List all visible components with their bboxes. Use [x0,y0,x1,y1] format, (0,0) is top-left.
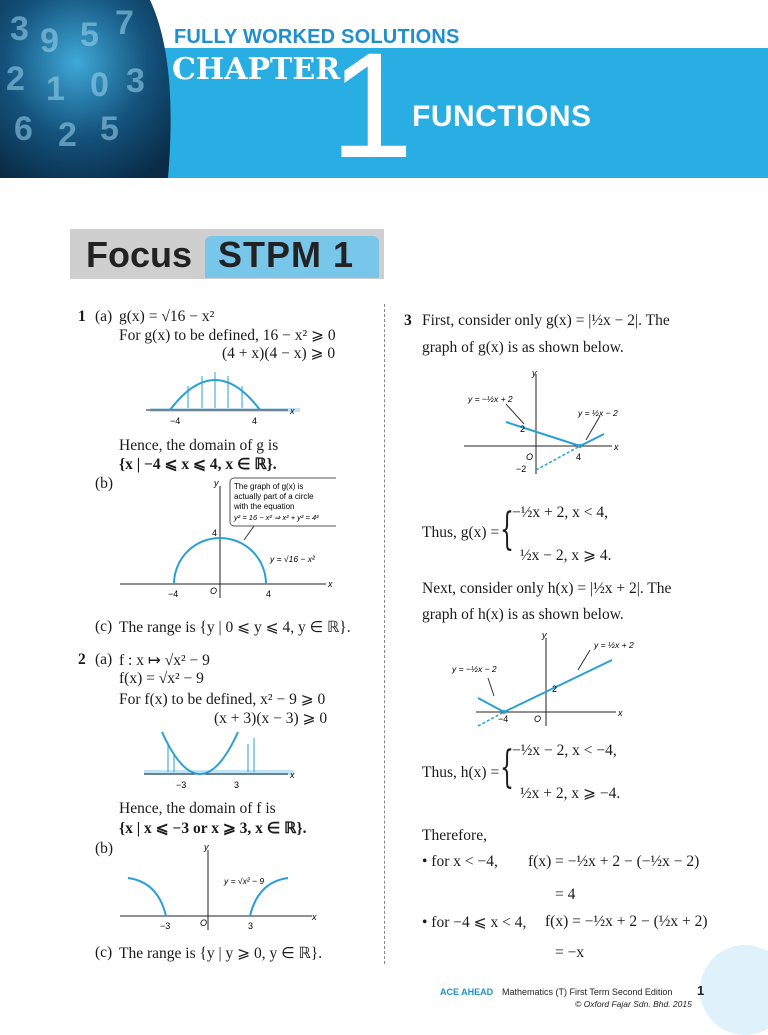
page-number: 1 [697,983,705,998]
q1b-note4: y² = 16 − x² ⇒ x² + y² = 4² [234,513,319,522]
chapter-label: CHAPTER [172,52,341,87]
q3-thus-h: Thus, h(x) = [422,764,500,781]
q3-next2: graph of h(x) is as shown below. [422,606,624,623]
number-globe-illustration [0,0,180,178]
q3h-origin: O [534,714,542,724]
q3-h-brace: { [500,742,514,793]
q2-part-c: (c) [95,944,113,961]
q3-intro1: First, consider only g(x) = |½x − 2|. The [422,312,670,329]
q3-bullet2-expr: f(x) = −½x + 2 − (½x + 2) [545,913,708,930]
svg-text:6: 6 [14,110,33,148]
svg-text:2: 2 [6,60,25,98]
q2-graph-a [140,728,310,794]
q3h-y-axis-label: y [542,630,547,640]
q3h-left-label: y = −½x − 2 [452,664,497,674]
q1a-right-tick: 4 [252,416,258,426]
q2a-x-axis-label: x [290,770,295,780]
q1-part-a: (a) [95,308,113,325]
q2-number: 2 [78,651,86,668]
fully-worked-solutions-label: FULLY WORKED SOLUTIONS [174,26,460,48]
q2b-origin: O [200,918,208,928]
q2b-left-tick: −3 [160,921,171,931]
q3-graph-g [462,366,632,476]
footer-page-tab [700,945,768,1035]
focus-word: Focus [86,234,193,275]
column-divider [384,304,385,964]
footer-copyright: © Oxford Fajar Sdn. Bhd. 2015 [575,999,692,1009]
q2-range: The range is {y | y ⩾ 0, y ∈ ℝ}. [119,945,323,962]
q2a-right-tick: 3 [234,780,240,790]
q3g-y-neg: −2 [516,464,527,474]
q1b-note2: actually part of a circle [234,492,314,501]
q1-line2: For g(x) to be defined, 16 − x² ⩾ 0 [119,327,336,344]
q3-thus-g: Thus, g(x) = [422,524,500,541]
q2-line3: For f(x) to be defined, x² − 9 ⩾ 0 [119,691,326,708]
q3-h-case2: ½x + 2, x ⩾ −4. [520,785,621,802]
q3-number: 3 [404,312,412,329]
q3-g-brace: { [500,504,514,555]
svg-text:9: 9 [40,22,59,60]
q2-domain-intro: Hence, the domain of f is [119,800,276,817]
footer-brand: ACE AHEAD [440,987,494,997]
q1-part-b: (b) [95,475,114,492]
q1-graph-a [140,364,310,430]
q3h-right-label: y = ½x + 2 [594,640,634,650]
q2-part-b: (b) [95,840,114,857]
q1a-x-axis-label: x [290,406,295,416]
stpm-word: STPM 1 [218,234,355,275]
q3-g-case1: −½x + 2, x < 4, [512,504,608,521]
q3g-origin: O [526,452,534,462]
q1-part-c: (c) [95,618,113,635]
q2b-y-axis-label: y [204,842,209,852]
q1b-x-axis-label: x [328,579,333,589]
q3-bullet1-cond: • for x < −4, [422,853,498,870]
svg-text:5: 5 [100,110,119,148]
q3-g-case2: ½x − 2, x ⩾ 4. [520,547,612,564]
q2-line1: f : x ↦ √x² − 9 [119,652,210,669]
q3g-x-axis-label: x [614,442,619,452]
q3-therefore: Therefore, [422,827,487,844]
q1b-origin: O [210,586,218,596]
q1b-note1: The graph of g(x) is [234,482,304,491]
q3h-y-tick: 2 [552,684,558,694]
q2b-curve-label: y = √x² − 9 [224,876,265,886]
q2-line4: (x + 3)(x − 3) ⩾ 0 [214,710,328,727]
q3g-y-axis-label: y [532,368,537,378]
q2b-right-tick: 3 [248,921,254,931]
q3-bullet1-result: = 4 [555,886,576,903]
q1-line3: (4 + x)(4 − x) ⩾ 0 [222,345,336,362]
svg-text:0: 0 [90,66,109,104]
q2-line2: f(x) = √x² − 9 [119,670,204,687]
q1b-y-tick: 4 [212,528,218,538]
q2a-left-tick: −3 [176,780,187,790]
q2-graph-b [116,842,326,934]
svg-text:3: 3 [10,10,29,48]
q1-domain-intro: Hence, the domain of g is [119,437,279,454]
q3-h-case1: −½x − 2, x < −4, [512,742,617,759]
q3g-y-tick: 2 [520,424,526,434]
q1-line1: g(x) = √16 − x² [119,308,215,325]
q1b-y-axis-label: y [214,478,219,488]
q2b-x-axis-label: x [312,912,317,922]
q2-domain-set: {x | x ⩽ −3 or x ⩾ 3, x ∈ ℝ}. [119,820,307,837]
q3g-x-tick: 4 [576,452,582,462]
q1-graph-b [116,476,336,604]
q3-bullet1-expr: f(x) = −½x + 2 − (−½x − 2) [528,853,700,870]
q3-bullet2-cond: • for −4 ⩽ x < 4, [422,914,527,931]
q3g-left-label: y = −½x + 2 [468,394,513,404]
q3h-x-tick: −4 [498,714,509,724]
q2-part-a: (a) [95,651,113,668]
chapter-title: FUNCTIONS [412,100,592,133]
q1b-left-tick: −4 [168,589,179,599]
q3-bullet2-result: = −x [555,944,585,961]
q1b-right-tick: 4 [266,589,272,599]
svg-text:2: 2 [58,116,77,154]
q1-range: The range is {y | 0 ⩽ y ⩽ 4, y ∈ ℝ}. [119,619,351,636]
q3-intro2: graph of g(x) is as shown below. [422,339,624,356]
svg-text:3: 3 [126,62,145,100]
q3-graph-h [448,630,648,730]
q1-domain-set: {x | −4 ⩽ x ⩽ 4, x ∈ ℝ}. [119,456,277,473]
chapter-number: 1 [330,21,414,189]
q3-next1: Next, consider only h(x) = |½x + 2|. The [422,580,672,597]
q1b-note3: with the equation [234,502,295,511]
q1-number: 1 [78,308,86,325]
q3h-x-axis-label: x [618,708,623,718]
footer-book-title: Mathematics (T) First Term Second Edition [502,987,673,997]
svg-text:7: 7 [115,4,134,42]
svg-text:5: 5 [80,16,99,54]
q1b-curve-label: y = √16 − x² [270,554,315,564]
q3g-right-label: y = ½x − 2 [578,408,618,418]
q1a-left-tick: −4 [170,416,181,426]
svg-text:1: 1 [46,70,65,108]
